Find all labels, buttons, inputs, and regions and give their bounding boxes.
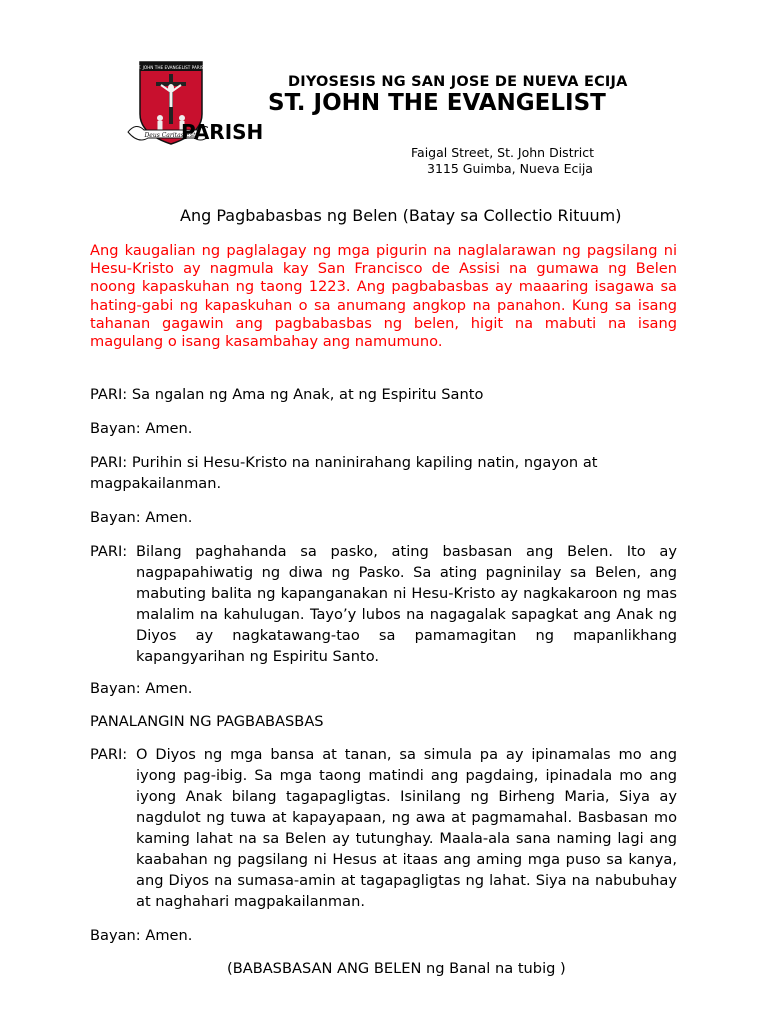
intro-paragraph: Ang kaugalian ng paglalagay ng mga pigurin na naglalarawan ng pagsilang ni Hesu-Kristo ay nagmula kay San Francisco de Assisi na gumawa ng Belen noong kapaskuhan ng taong 1223. Ang pagbabasbas ay maaaring isagawa sa hating-gabi ng kapaskuhan o sa anumang angkop na panahon. Kung sa isang tahanan gagawin ang pagbabasbas ng belen, higit na mabuti na isang magulang o isang kasambahay ang namumuno. xyxy=(90,242,677,351)
rubric-instruction: (BABASBASAN ANG BELEN ng Banal na tubig ) xyxy=(227,960,566,977)
seal-motto: Deus Caritas Est xyxy=(144,132,196,139)
bayan-response: Bayan: Amen. xyxy=(90,420,193,437)
pari-introduction xyxy=(90,541,677,667)
parish-name-continued: PARISH xyxy=(181,120,264,144)
bayan-response: Bayan: Amen. xyxy=(90,927,193,944)
speaker-label: PARI: xyxy=(90,746,128,763)
speaker-text: Bilang paghahanda sa pasko, ating basbasan ang Belen. Ito ay nagpapahiwatig ng diwa ng Pasko. Sa ating pagninilay sa Belen, ang mabuting balita ng kapanganakan ni Hesu-Kristo ay nagkakaroon ng mas malalim na kahulugan. Tayo’y lubos na nagagalak sapagkat ang Anak ng Diyos ay nagkatawang-tao sa pamamagitan ng mapanlikhang kapangyarihan ng Espiritu Santo. xyxy=(136,543,677,665)
speaker-label: PARI: xyxy=(90,543,128,560)
section-heading: PANALANGIN NG PAGBABASBAS xyxy=(90,713,324,730)
seal-top-text: ST. JOHN THE EVANGELIST PARISH xyxy=(135,65,207,70)
speaker-text: O Diyos ng mga bansa at tanan, sa simula pa ay ipinamalas mo ang iyong pag-ibig. Sa mga taong matindi ang pagdaing, ipinadala mo ang iyong Anak bilang tagapagligtas. Isinilang ng Birheng Maria, Siya ay nagdulot ng tuwa at kapayapaan, ng awa at pagmamahal. Basbasan mo kaming lahat na sa Belen ay tutunghay. Maala-ala sana naming lagi ang kaabahan ng pagsilang ni Hesus at itaas ang aming mga puso sa kanya, ang Diyos na sumasa-amin at tagapagligtas ng lahat. Siya na nabubuhay at naghahari magpakailanman. xyxy=(136,746,677,910)
bayan-response: Bayan: Amen. xyxy=(90,509,193,526)
blessing-prayer xyxy=(90,744,677,912)
parish-name: ST. JOHN THE EVANGELIST xyxy=(268,90,606,116)
address-line-1: Faigal Street, St. John District xyxy=(411,145,594,160)
pari-praise: PARI: Purihin si Hesu-Kristo na naninirahang kapiling natin, ngayon at magpakailanman. xyxy=(90,454,598,492)
diocese-name: DIYOSESIS NG SAN JOSE DE NUEVA ECIJA xyxy=(288,74,628,90)
pari-opening: PARI: Sa ngalan ng Ama ng Anak, at ng Espiritu Santo xyxy=(90,386,484,403)
bayan-response: Bayan: Amen. xyxy=(90,680,193,697)
address-line-2: 3115 Guimba, Nueva Ecija xyxy=(427,161,593,176)
document-title: Ang Pagbabasbas ng Belen (Batay sa Collectio Rituum) xyxy=(180,206,622,225)
